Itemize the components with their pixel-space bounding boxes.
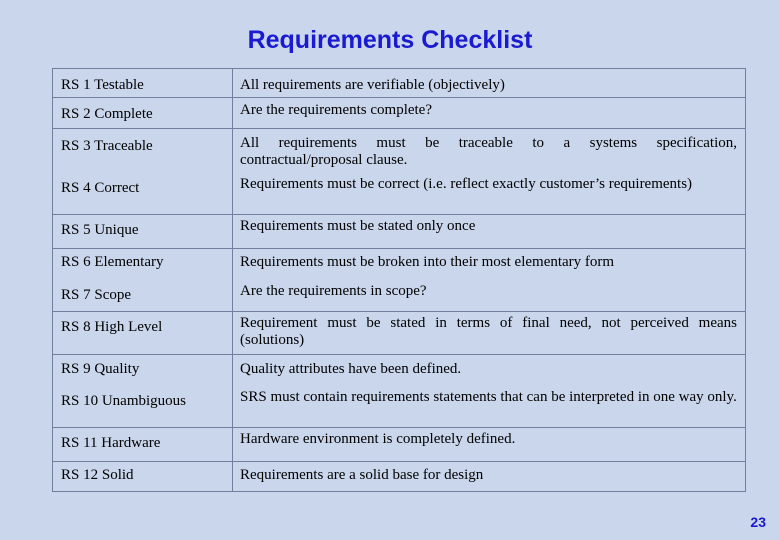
requirement-description: Requirements are a solid base for design — [240, 467, 484, 483]
requirement-description: All requirements must be traceable to a systems specification, contractual/proposal clause. — [240, 135, 737, 168]
requirement-label: RS 2 Complete — [61, 106, 153, 122]
requirement-label: RS 6 Elementary — [61, 254, 164, 270]
requirement-label: RS 8 High Level — [61, 319, 163, 335]
row-divider — [53, 97, 745, 98]
requirement-description: Are the requirements complete? — [240, 102, 432, 118]
requirement-label: RS 11 Hardware — [61, 435, 161, 451]
page-number: 23 — [750, 514, 766, 530]
requirement-label: RS 5 Unique — [61, 222, 139, 238]
requirement-description: All requirements are verifiable (objectively) — [240, 77, 505, 93]
row-divider — [53, 214, 745, 215]
row-divider — [53, 354, 745, 355]
row-divider — [53, 128, 745, 129]
requirements-table — [52, 68, 746, 492]
requirement-description: Quality attributes have been defined. — [240, 361, 462, 377]
row-divider — [53, 427, 745, 428]
requirement-description: Requirements must be correct (i.e. reflect exactly customer’s requirements) — [240, 176, 693, 192]
page-title: Requirements Checklist — [247, 26, 533, 54]
requirement-description: Requirements must be broken into their most elementary form — [240, 254, 615, 270]
row-divider — [53, 461, 745, 462]
requirement-description: SRS must contain requirements statements that can be interpreted in one way only. — [240, 389, 737, 405]
requirement-label: RS 7 Scope — [61, 287, 132, 303]
requirement-label: RS 10 Unambiguous — [61, 393, 187, 409]
requirement-description: Hardware environment is completely defined. — [240, 431, 516, 447]
requirement-label: RS 9 Quality — [61, 361, 140, 377]
requirement-label: RS 4 Correct — [61, 180, 140, 196]
requirement-label: RS 3 Traceable — [61, 138, 153, 154]
requirement-description: Are the requirements in scope? — [240, 283, 427, 299]
row-divider — [53, 311, 745, 312]
requirement-description: Requirements must be stated only once — [240, 218, 476, 234]
row-divider — [53, 248, 745, 249]
requirement-label: RS 12 Solid — [61, 467, 134, 483]
requirement-description: Requirement must be stated in terms of final need, not perceived means (solutions) — [240, 315, 737, 348]
requirement-label: RS 1 Testable — [61, 77, 144, 93]
